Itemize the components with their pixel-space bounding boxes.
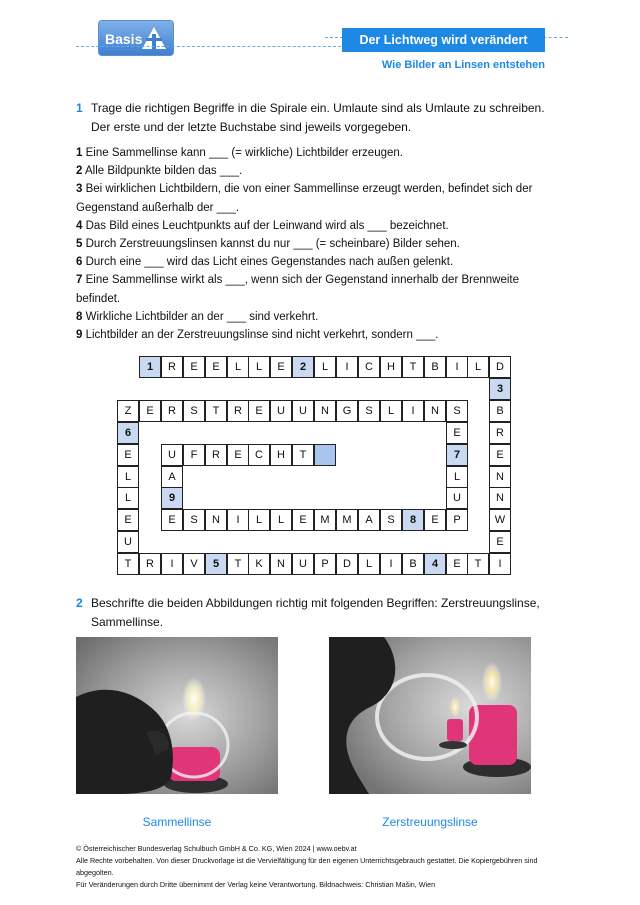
clue-item [76, 235, 556, 253]
clue-text: Das Bild eines Leuchtpunkts auf der Leinwand wird als ___ bezeichnet. [82, 219, 449, 232]
grid-cell: N [270, 553, 292, 575]
task2-line1: Beschrifte die beiden Abbildungen richtig mit folgenden Begriffen: Zerstreuungslinse, [91, 596, 540, 610]
clue-text: Eine Sammellinse kann ___ (= wirkliche) Lichtbilder erzeugen. [82, 147, 403, 159]
caption-right: Zerstreuungslinse [382, 815, 478, 829]
grid-cell: T [467, 553, 489, 575]
grid-cell-highlight: 1 [139, 356, 161, 378]
grid-cell: R [161, 356, 183, 378]
grid-cell: A [358, 509, 380, 531]
photo-converging-lens [76, 637, 278, 794]
grid-cell: E [227, 444, 249, 466]
grid-cell: E [139, 400, 161, 422]
grid-cell: M [336, 509, 358, 531]
clue-number: 8 [76, 310, 83, 323]
clue-item [76, 162, 556, 180]
clue-item [76, 253, 556, 271]
clue-number: 1 [76, 147, 83, 159]
grid-cell: S [446, 400, 468, 422]
grid-cell-highlight: 8 [402, 509, 424, 531]
grid-cell: E [424, 509, 446, 531]
grid-cell: I [446, 356, 468, 378]
grid-cell: U [292, 553, 314, 575]
grid-cell: U [446, 487, 468, 509]
grid-cell: I [402, 400, 424, 422]
grid-cell: N [489, 466, 511, 488]
grid-cell: E [183, 356, 205, 378]
clue-number: 3 [76, 183, 83, 196]
grid-cell: L [270, 509, 292, 531]
clue-item [76, 326, 556, 344]
clue-number: 9 [76, 329, 83, 342]
grid-cell: R [161, 400, 183, 422]
grid-cell: U [161, 444, 183, 466]
grid-cell: L [248, 509, 270, 531]
grid-cell: E [446, 422, 468, 444]
grid-cell: R [139, 553, 161, 575]
clue-item [76, 180, 556, 216]
header-dashed-line [76, 46, 346, 47]
clue-item [76, 308, 556, 326]
grid-cell: L [117, 487, 139, 509]
grid-cell-highlight: 4 [424, 553, 446, 575]
grid-cell: G [336, 400, 358, 422]
grid-cell-highlight: 3 [489, 378, 511, 400]
clue-number: 4 [76, 219, 83, 232]
task2-instruction [91, 594, 571, 632]
grid-cell: I [489, 553, 511, 575]
task1-number: 1 [76, 101, 83, 115]
grid-cell: L [467, 356, 489, 378]
grid-cell: E [248, 400, 270, 422]
footer [76, 843, 576, 891]
clue-text: Durch eine ___ wird das Licht eines Gegenstandes nach außen gelenkt. [82, 256, 454, 269]
grid-cell: B [489, 400, 511, 422]
grid-cell-highlight: 5 [205, 553, 227, 575]
grid-cell: U [292, 400, 314, 422]
footer-line3: Für Veränderungen durch Dritte übernimmt der Verlag keine Verantwortung. Bildnachweis: Christian Mašin, Wien [76, 880, 436, 889]
grid-cell: E [489, 444, 511, 466]
grid-cell: R [227, 400, 249, 422]
grid-cell: T [227, 553, 249, 575]
clue-number: 2 [76, 165, 83, 178]
logo-text: Basis [105, 31, 143, 47]
grid-cell: E [205, 356, 227, 378]
grid-cell: R [489, 422, 511, 444]
grid-cell: L [358, 553, 380, 575]
grid-cell: B [402, 553, 424, 575]
task1-line2: Der erste und der letzte Buchstabe sind jeweils vorgegeben. [91, 120, 412, 134]
clue-item [76, 217, 556, 235]
grid-cell-highlight: 2 [292, 356, 314, 378]
task1-line1: Trage die richtigen Begriffe in die Spirale ein. Umlaute sind als Umlaute zu schreiben. [91, 101, 545, 115]
triangle-logo-icon [141, 25, 167, 51]
grid-cell: N [205, 509, 227, 531]
grid-cell: L [446, 466, 468, 488]
grid-cell: P [446, 509, 468, 531]
grid-cell-highlight: 6 [117, 422, 139, 444]
grid-cell: D [336, 553, 358, 575]
header-dashed-line-2 [325, 37, 343, 38]
grid-cell: N [489, 487, 511, 509]
grid-cell-highlight: 7 [446, 444, 468, 466]
grid-cell: E [489, 531, 511, 553]
grid-cell: I [161, 553, 183, 575]
grid-cell: I [336, 356, 358, 378]
grid-cell: T [205, 400, 227, 422]
task1-clue-list [76, 144, 556, 344]
grid-cell: E [117, 444, 139, 466]
grid-cell: H [270, 444, 292, 466]
grid-cell: I [227, 509, 249, 531]
task2-number: 2 [76, 596, 83, 610]
grid-cell: N [314, 400, 336, 422]
grid-cell: U [117, 531, 139, 553]
clue-number: 6 [76, 256, 83, 269]
grid-cell: N [424, 400, 446, 422]
footer-line2: Alle Rechte vorbehalten. Von dieser Druckvorlage ist die Vervielfältigung für den eigenen Unterrichtsgebrauch gestattet. Die Kopiergebühren sind abgegolten. [76, 856, 538, 877]
grid-cell: E [446, 553, 468, 575]
grid-cell: D [489, 356, 511, 378]
grid-cell: S [183, 509, 205, 531]
grid-cell: L [380, 400, 402, 422]
photo-diverging-lens [329, 637, 531, 794]
clue-text: Durch Zerstreuungslinsen kannst du nur ___ (= scheinbare) Bilder sehen. [82, 238, 460, 251]
basis-logo [98, 20, 174, 56]
grid-cell: T [117, 553, 139, 575]
grid-cell: V [183, 553, 205, 575]
clue-item [76, 271, 556, 307]
grid-cell: Z [117, 400, 139, 422]
grid-cell: E [117, 509, 139, 531]
grid-cell: L [248, 356, 270, 378]
grid-cell: H [380, 356, 402, 378]
grid-cell: W [489, 509, 511, 531]
grid-cell-highlight [314, 444, 336, 466]
grid-cell: L [227, 356, 249, 378]
grid-cell: L [117, 466, 139, 488]
grid-cell: S [358, 400, 380, 422]
footer-line1: © Österreichischer Bundesverlag Schulbuch GmbH & Co. KG, Wien 2024 | www.oebv.at [76, 844, 357, 853]
grid-cell: R [205, 444, 227, 466]
chapter-subtitle: Wie Bilder an Linsen entstehen [381, 59, 545, 71]
grid-cell-highlight: 9 [161, 487, 183, 509]
grid-cell: E [270, 356, 292, 378]
clue-item [76, 144, 556, 162]
caption-left: Sammellinse [142, 815, 212, 829]
grid-cell: E [161, 509, 183, 531]
chapter-title: Der Lichtweg wird verändert [342, 28, 545, 52]
clue-text: Eine Sammellinse wirkt als ___, wenn sich der Gegenstand innerhalb der Brennweite befindet. [76, 274, 520, 305]
clue-number: 5 [76, 238, 83, 251]
task2-line2: Sammellinse. [91, 615, 164, 629]
grid-cell: P [314, 553, 336, 575]
clue-text: Wirkliche Lichtbilder an der ___ sind verkehrt. [82, 310, 319, 323]
task1-instruction [91, 99, 571, 137]
grid-cell: M [314, 509, 336, 531]
grid-cell: F [183, 444, 205, 466]
grid-cell: I [380, 553, 402, 575]
grid-cell: S [380, 509, 402, 531]
grid-cell: A [161, 466, 183, 488]
clue-text: Bei wirklichen Lichtbildern, die von einer Sammellinse erzeugt werden, befindet sich der Gegenstand außerhalb der ___. [76, 183, 533, 214]
grid-cell: B [424, 356, 446, 378]
clue-text: Lichtbilder an der Zerstreuungslinse sind nicht verkehrt, sondern ___. [82, 329, 439, 342]
grid-cell: K [248, 553, 270, 575]
grid-cell: S [183, 400, 205, 422]
grid-cell: U [270, 400, 292, 422]
clue-number: 7 [76, 274, 83, 287]
grid-cell: E [292, 509, 314, 531]
grid-cell: C [358, 356, 380, 378]
grid-cell: L [314, 356, 336, 378]
header-dashed-line-3 [543, 37, 568, 38]
grid-cell: C [248, 444, 270, 466]
grid-cell: T [292, 444, 314, 466]
grid-cell: T [402, 356, 424, 378]
clue-text: Alle Bildpunkte bilden das ___. [82, 165, 243, 178]
